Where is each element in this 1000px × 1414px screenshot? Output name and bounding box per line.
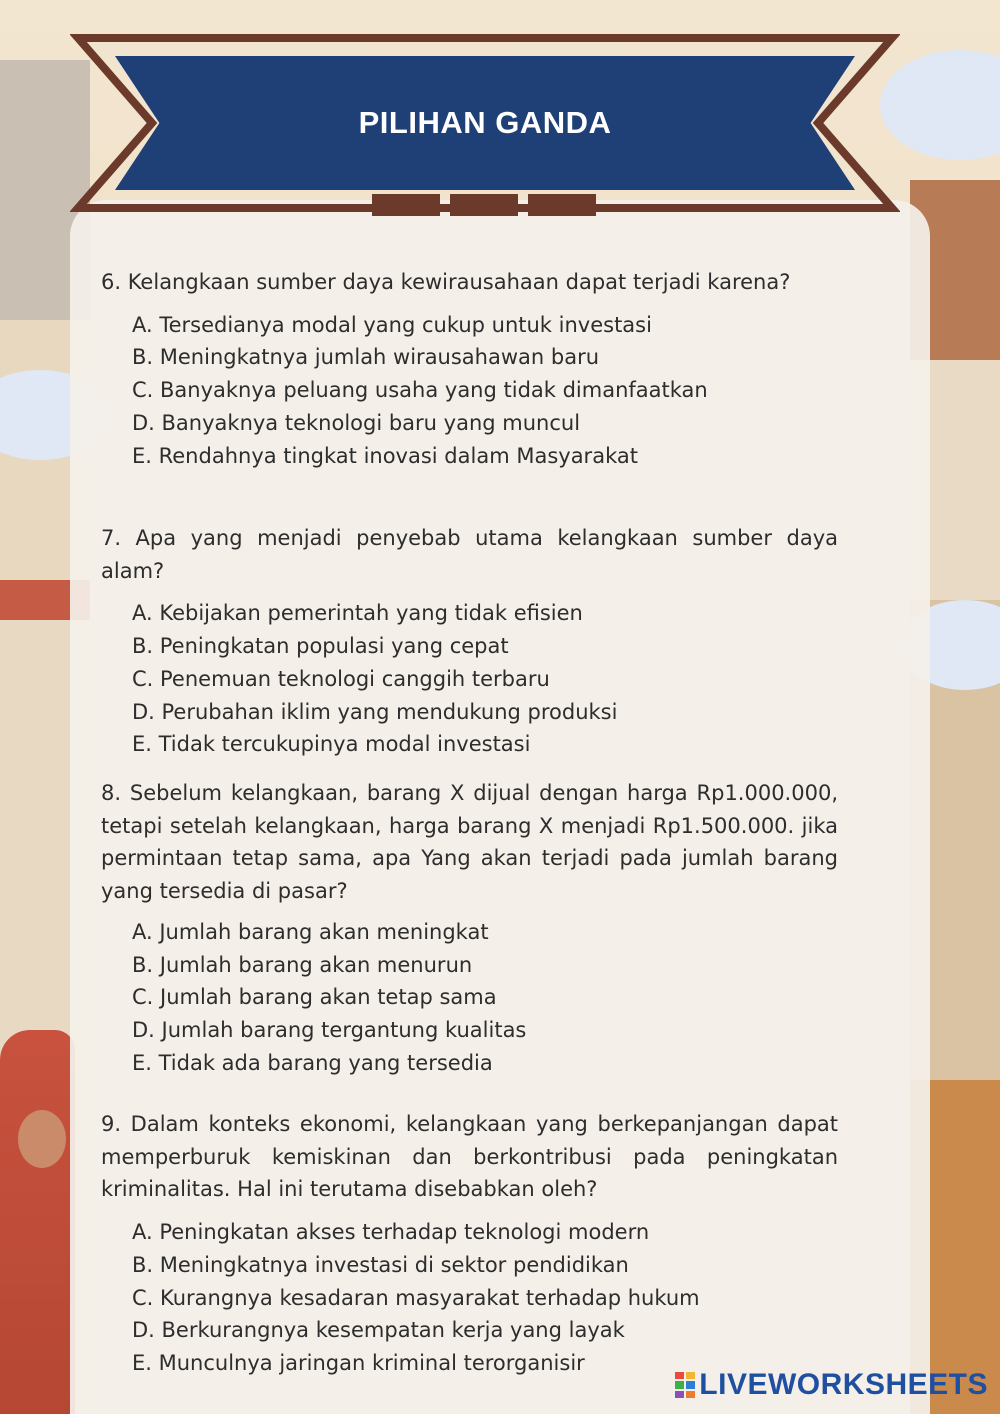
option-a[interactable]: A. Tersedianya modal yang cukup untuk investasi	[132, 312, 652, 337]
option-d[interactable]: D. Banyaknya teknologi baru yang muncul	[132, 410, 581, 435]
question-text: 7. Apa yang menjadi penyebab utama kelangkaan sumber daya alam?	[101, 526, 838, 583]
question-9	[101, 1108, 838, 1380]
option-d[interactable]: D. Berkurangnya kesempatan kerja yang layak	[132, 1318, 625, 1343]
option-d[interactable]: D. Jumlah barang tergantung kualitas	[132, 1017, 527, 1042]
option-e[interactable]: E. Tidak tercukupinya modal investasi	[132, 732, 531, 757]
question-8	[101, 777, 838, 1079]
page-title: PILIHAN GANDA	[358, 105, 612, 140]
option-e[interactable]: E. Tidak ada barang yang tersedia	[132, 1050, 493, 1075]
option-b[interactable]: B. Meningkatnya investasi di sektor pendidikan	[132, 1252, 629, 1277]
question-text: 8. Sebelum kelangkaan, barang X dijual dengan harga Rp1.000.000, tetapi setelah kelangkaan, harga barang X menjadi Rp1.500.000. jika permintaan tetap sama, apa Yang akan terjadi pada jumlah barang yang tersedia di pasar?	[101, 781, 838, 904]
background-person-head	[18, 1110, 66, 1168]
option-d[interactable]: D. Perubahan iklim yang mendukung produksi	[132, 699, 618, 724]
question-text: 6. Kelangkaan sumber daya kewirausahaan dapat terjadi karena?	[101, 270, 791, 294]
option-e[interactable]: E. Munculnya jaringan kriminal terorganisir	[132, 1350, 585, 1375]
liveworksheets-logo-text: LIVEWORKSHEETS	[699, 1368, 988, 1401]
option-b[interactable]: B. Jumlah barang akan menurun	[132, 952, 473, 977]
option-c[interactable]: C. Jumlah barang akan tetap sama	[132, 985, 497, 1010]
option-a[interactable]: A. Jumlah barang akan meningkat	[132, 919, 489, 944]
banner-tab	[450, 194, 518, 216]
question-text: 9. Dalam konteks ekonomi, kelangkaan yang berkepanjangan dapat memperburuk kemiskinan dan berkontribusi pada peningkatan kriminalitas. Hal ini terutama disebabkan oleh?	[101, 1112, 838, 1202]
banner-tab	[528, 194, 596, 216]
options-list	[101, 916, 838, 1080]
background-person	[0, 1030, 75, 1414]
options-list	[101, 597, 838, 761]
option-b[interactable]: B. Peningkatan populasi yang cepat	[132, 634, 509, 659]
option-a[interactable]: A. Kebijakan pemerintah yang tidak efisien	[132, 601, 583, 626]
option-a[interactable]: A. Peningkatan akses terhadap teknologi modern	[132, 1220, 650, 1245]
option-c[interactable]: C. Banyaknya peluang usaha yang tidak dimanfaatkan	[132, 378, 708, 403]
liveworksheets-logo[interactable]	[675, 1368, 988, 1402]
options-list	[101, 1216, 838, 1380]
title-banner	[70, 34, 900, 214]
option-c[interactable]: C. Kurangnya kesadaran masyarakat terhadap hukum	[132, 1285, 700, 1310]
banner-tabs	[372, 194, 596, 216]
option-c[interactable]: C. Penemuan teknologi canggih terbaru	[132, 666, 550, 691]
question-7	[101, 522, 838, 761]
options-list	[101, 309, 838, 473]
banner-tab	[372, 194, 440, 216]
question-6	[101, 266, 838, 472]
option-e[interactable]: E. Rendahnya tingkat inovasi dalam Masyarakat	[132, 443, 638, 468]
liveworksheets-logo-icon	[675, 1372, 695, 1398]
option-b[interactable]: B. Meningkatnya jumlah wirausahawan baru	[132, 345, 600, 370]
